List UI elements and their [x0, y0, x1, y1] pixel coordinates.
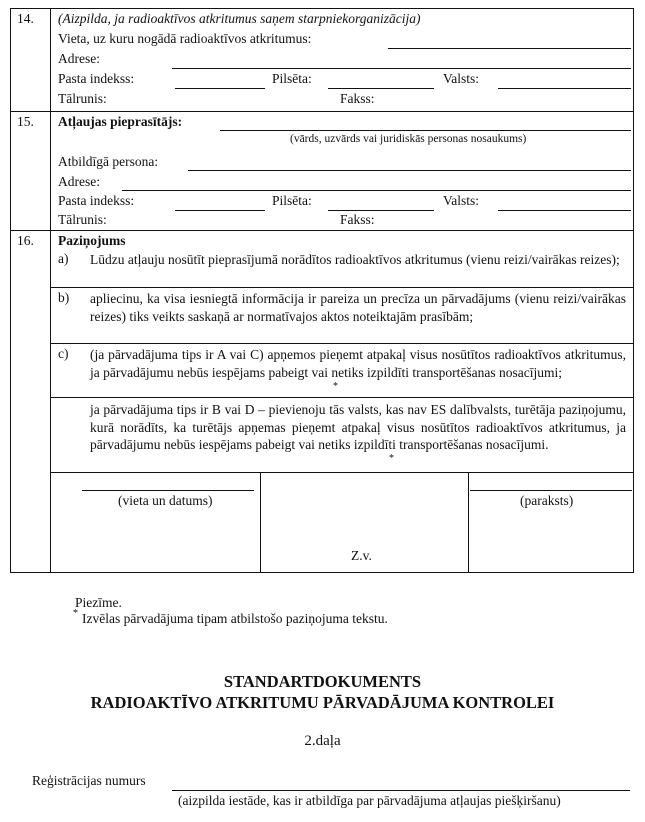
address-field[interactable] [122, 190, 631, 191]
applicant-label: Atļaujas pieprasītājs: [58, 114, 183, 129]
applicant-hint: (vārds, uzvārds vai juridiskās personas nosaukums) [290, 133, 527, 145]
row-divider-15-16 [10, 230, 634, 231]
destination-field[interactable] [388, 48, 631, 49]
item-c-asterisk: * [333, 381, 338, 392]
signature-col-divider-2 [468, 472, 469, 572]
heading-line-2: RADIOAKTĪVO ATKRITUMU PĀRVADĀJUMA KONTROLEI [90, 693, 555, 712]
heading-line-1: STANDARTDOKUMENTS [223, 672, 422, 691]
responsible-person-field[interactable] [188, 170, 631, 171]
destination-label: Vieta, uz kuru nogādā radioaktīvos atkritumus: [58, 31, 312, 46]
row-divider-b-c [50, 343, 634, 344]
country-field[interactable] [498, 210, 631, 211]
item-a-label: a) [58, 251, 69, 266]
country-field[interactable] [498, 88, 631, 89]
city-label: Pilsēta: [272, 193, 312, 208]
row-divider-14-15 [10, 111, 634, 112]
registration-hint: (aizpilda iestāde, kas ir atbildīga par pārvadājuma atļaujas piešķiršanu) [178, 793, 561, 808]
item-c-text: (ja pārvadājuma tips ir A vai C) apņemos pieņemt atpakaļ visus nosūtītos radioaktīvos atkritumus, ja pārvadājumu nebūs iespējams pabeigt vai netiks izpildīti transportēšanas nosacījumi; [90, 347, 626, 380]
registration-label: Reģistrācijas numurs [32, 773, 146, 788]
table-border-top [10, 8, 634, 9]
note-asterisk: * [73, 608, 78, 619]
item-b-text: apliecinu, ka visa iesniegtā informācija ir pareiza un precīza un pārvadājums (vienu reizi/vairākas reizes) tiks veikts saskaņā ar normatīvajos aktos noteiktajām prasībām; [90, 291, 626, 324]
part-label: 2.daļa [304, 733, 341, 749]
responsible-person-label: Atbildīgā persona: [58, 154, 159, 169]
signature-col-divider-1 [260, 472, 261, 572]
item-c-label: c) [58, 346, 69, 361]
signature-label: (paraksts) [520, 493, 574, 508]
city-field[interactable] [328, 88, 434, 89]
section-number: 15. [17, 114, 34, 129]
city-label: Pilsēta: [272, 71, 312, 86]
item-d-asterisk: * [389, 453, 394, 464]
postal-label: Pasta indekss: [58, 193, 135, 208]
section-number: 14. [17, 11, 34, 26]
city-field[interactable] [328, 210, 434, 211]
postal-field[interactable] [175, 88, 265, 89]
country-label: Valsts: [443, 193, 480, 208]
applicant-field[interactable] [220, 130, 631, 131]
address-field[interactable] [172, 68, 631, 69]
address-label: Adrese: [58, 51, 100, 66]
table-border-bottom [10, 572, 634, 573]
phone-label: Tālrunis: [58, 91, 107, 106]
phone-label: Tālrunis: [58, 212, 107, 227]
row-divider-a-b [50, 287, 634, 288]
item-d-text: ja pārvadājuma tips ir B vai D – pievienoju tās valsts, kas nav ES dalībvalsts, turētāja paziņojumu, kurā norādīts, ka turētājs apņemas pieņemt atpakaļ visus nosūtītos radioaktīvos atkritumus, ja pārvadājumu nebūs iespējams pabeigt vai netiks izpildīti transportēšanas nosacījumi. [90, 402, 626, 453]
table-border-left [10, 8, 11, 572]
signature-field[interactable] [470, 490, 632, 491]
statement-title: Paziņojums [58, 233, 126, 248]
table-border-right [633, 8, 634, 572]
postal-label: Pasta indekss: [58, 71, 135, 86]
note-text: Izvēlas pārvadājuma tipam atbilstošo paziņojuma tekstu. [82, 611, 388, 626]
fax-label: Fakss: [340, 212, 375, 227]
item-b-label: b) [58, 290, 70, 305]
fax-label: Fakss: [340, 91, 375, 106]
section-note: (Aizpilda, ja radioaktīvos atkritumus saņem starpniekorganizācija) [58, 11, 421, 26]
row-divider-signature [50, 472, 634, 473]
note-title: Piezīme. [75, 595, 122, 610]
postal-field[interactable] [175, 210, 265, 211]
address-label: Adrese: [58, 174, 100, 189]
country-label: Valsts: [443, 71, 480, 86]
section-number: 16. [17, 233, 34, 248]
seal-label: Z.v. [351, 548, 372, 563]
item-a-text: Lūdzu atļauju nosūtīt pieprasījumā norādītos radioaktīvos atkritumus (vienu reizi/vairākas reizes); [90, 252, 620, 267]
row-divider-c-d [50, 397, 634, 398]
table-column-divider [50, 8, 51, 572]
registration-number-field[interactable] [172, 790, 630, 791]
place-date-label: (vieta un datums) [118, 493, 213, 508]
place-date-field[interactable] [82, 490, 254, 491]
